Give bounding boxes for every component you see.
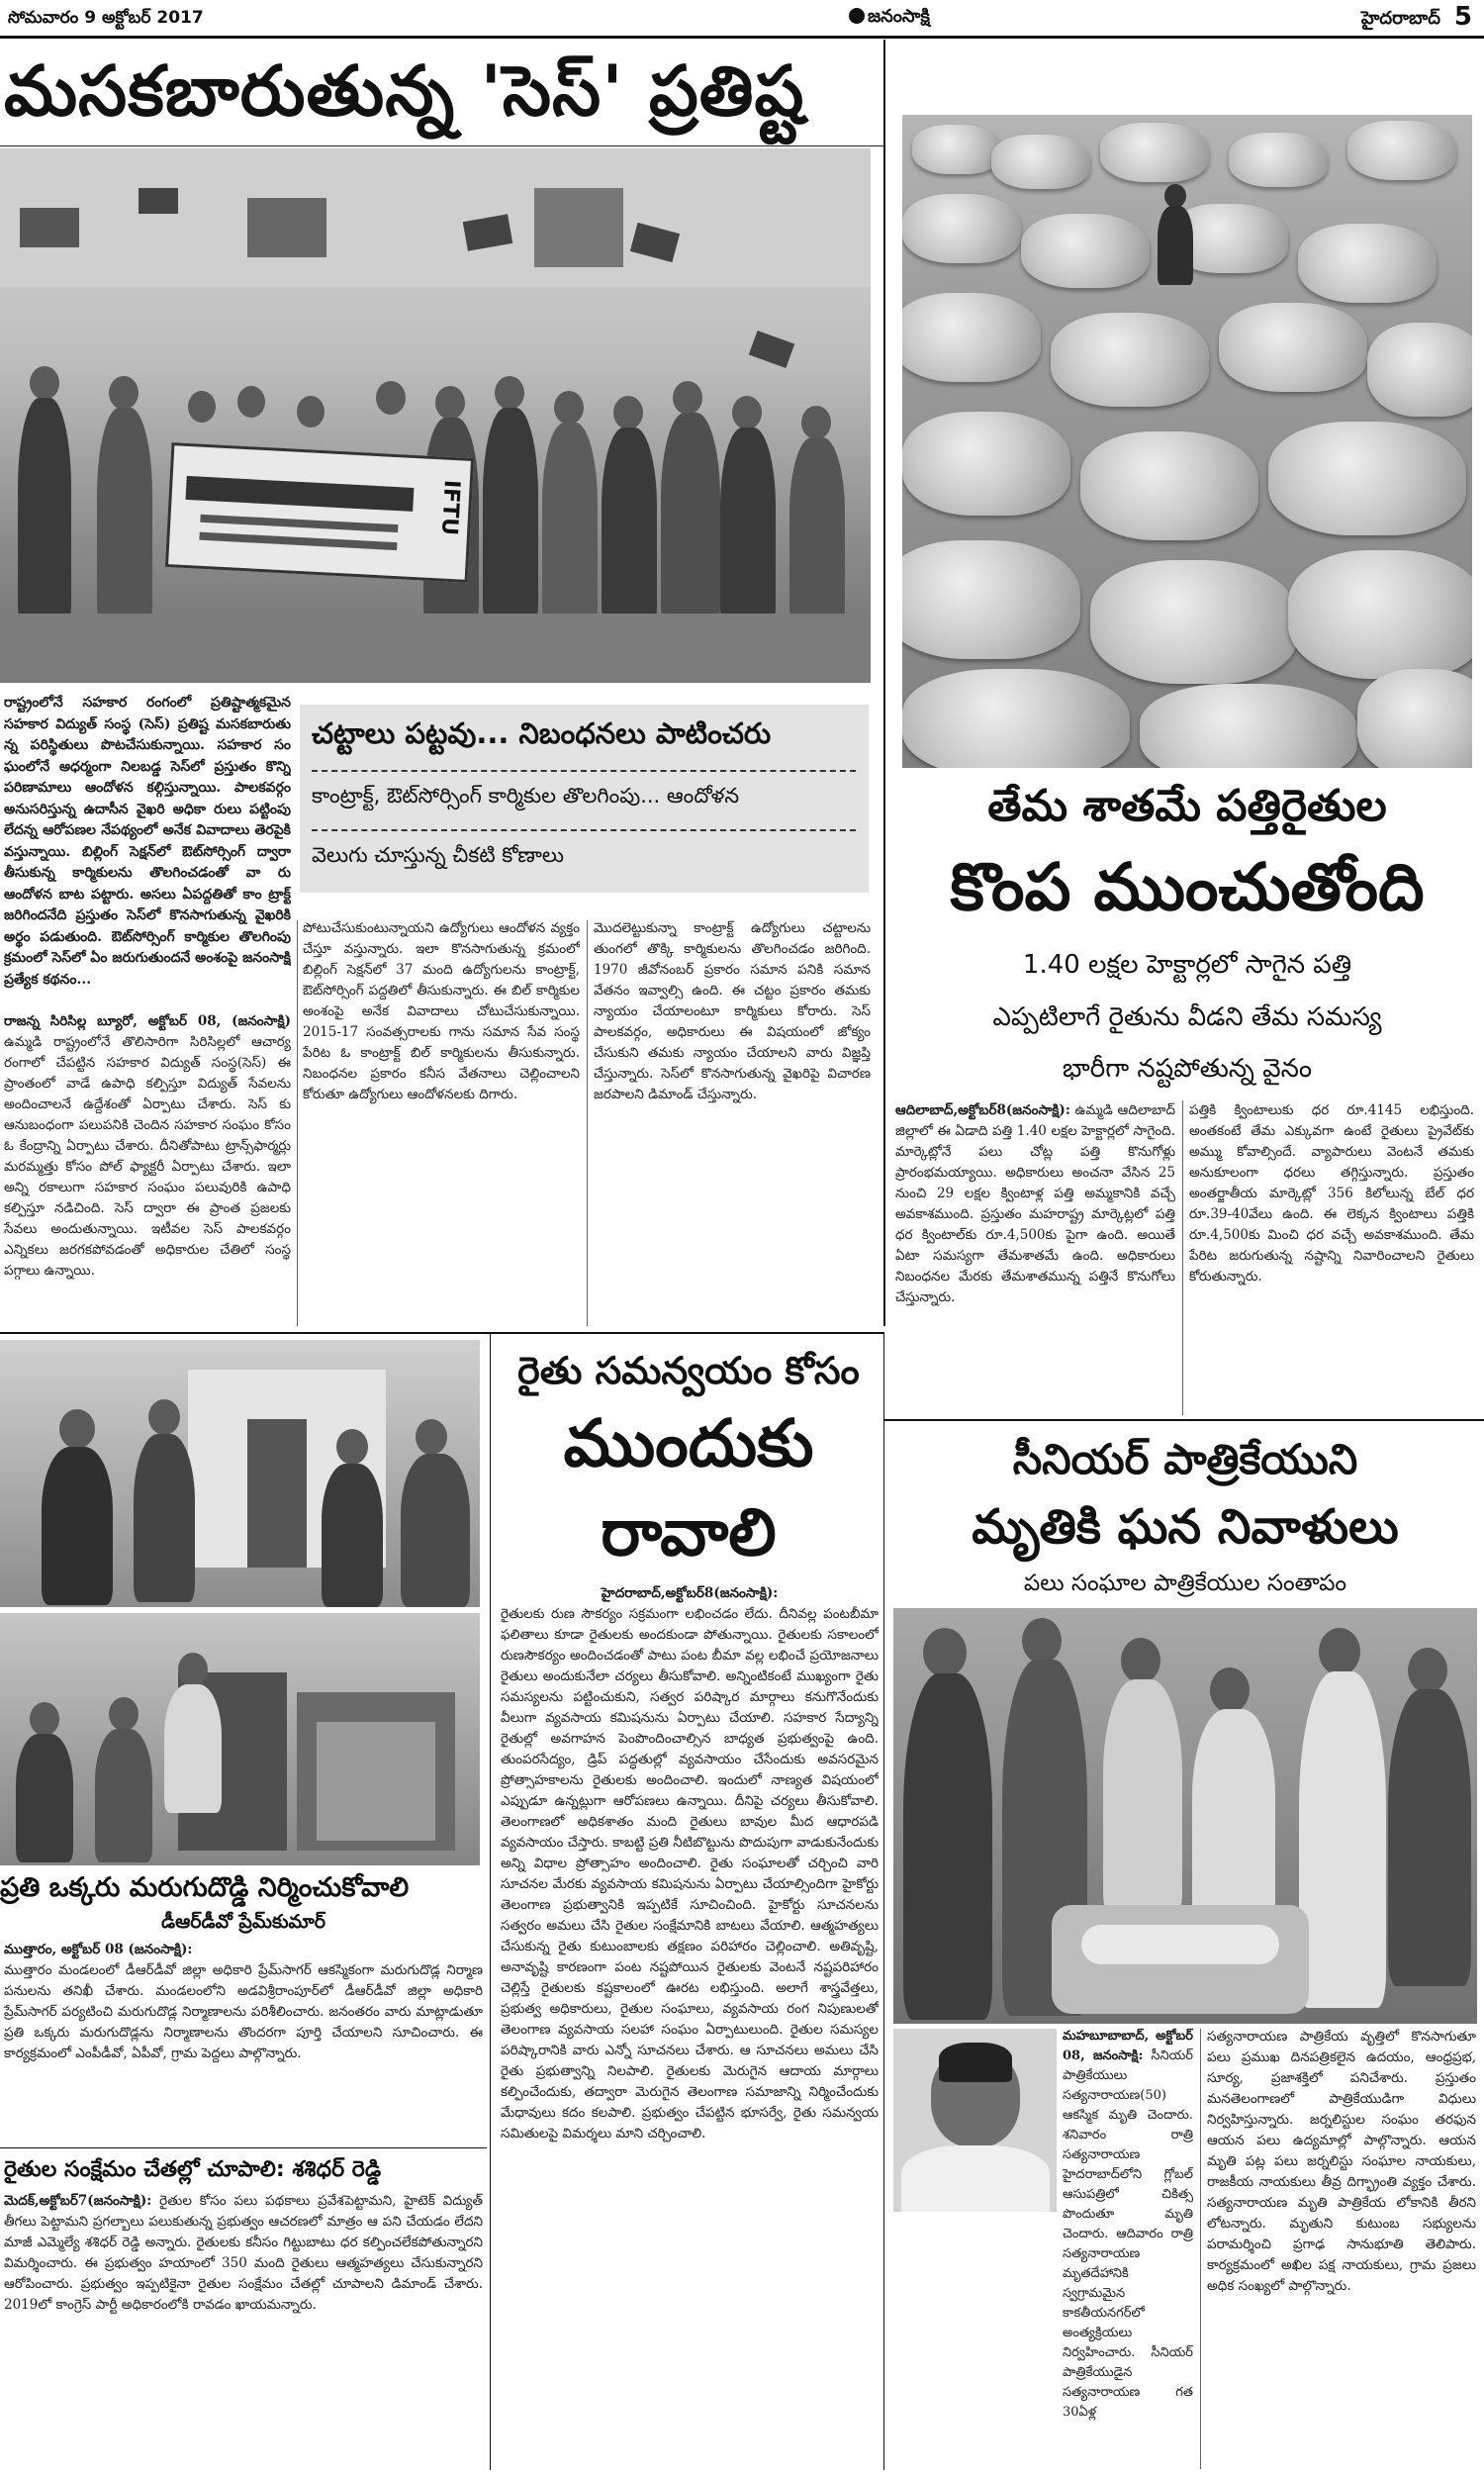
flag-icon (139, 188, 178, 214)
welfare-headline: రైతుల సంక్షేమం చేతల్లో చూపాలి: శశిధర్ రెడ్డి (4, 2157, 382, 2182)
journalist-body: సత్యనారాయణ పాత్రికేయ వృత్తిలో కొనసాగుతూ పలు ప్రముఖ దినపత్రికలైన ఉదయం, ఆంధ్రప్రభ, సూర్య, ప్రజాశక్తిలో పనిచేశారు. ప్రస్తుతం మనతెలంగాణలో పాత్రికేయుడిగా విధులు నిర్వహిస్తున్నారు. జర్నలిస్టుల సంఘం తరఫున ఆయన పలు ఉద్యమాల్లో పాల్గొన్నారు. ఆయన మృతి పట్ల పలు జర్నలిస్టు సంఘాల నాయకులు, రాజకీయ నాయకులు తీవ్ర దిగ్భ్రాంతి వ్యక్తం చేశారు. సత్యనారాయణ మృతి పాత్రికేయ లోకానికి తీరని లోటన్నారు. మృతుని కుటుంబ సభ్యులను పరామర్శించి ప్రగాఢ సానుభూతి తెలిపారు. కార్యక్రమంలో అఖిల పక్ష నాయకులు, గ్రామ ప్రజలు అధిక సంఖ్యలో పాల్గొన్నారు. (1207, 2029, 1476, 2294)
header-date: సోమవారం 9 అక్టోబర్ 2017 (8, 8, 204, 28)
farmers-body (501, 1583, 879, 2469)
subhead-line2: వెలుగు చూస్తున్న చీకటి కోణాలు (312, 843, 565, 867)
section-rule (0, 1332, 884, 1334)
protest-photo (0, 148, 871, 683)
journalist-caption-text: సీనియర్ పాత్రికేయులు సత్యనారాయణ(50) ఆకస్మిక మృతి చెందారు. శనివారం రాత్రి సత్యనారాయణ హైదరాబాద్‌లోని గ్లోబల్ ఆసుపత్రిలో చికిత్స పొందుతూ మృతి చెందారు. ఆదివారం రాత్రి సత్యనారాయణ మృతదేహానికి స్వగ్రామమైన కాకతీయనగర్‌లో అంత్యక్రియలు నిర్వహించారు. సీనియర్ పాత్రికేయుడైన సత్యనారాయణ గత 30ఏళ్ల (1063, 2048, 1193, 2420)
protest-banner (165, 442, 474, 583)
lead-col1-text: ఉమ్మడి రాష్ట్రంలోనే తొలిసారిగా సిరిసిల్లలో ఆచార్య రంగాలో చేపట్టిన సహకార విద్యుత్ సంస్థ(సెస్) ఈ ప్రాంతంలో వాడే ఉపాధి కల్పిస్తూ విద్యుత్ సేవలను అందించాలనే ఉద్దేశంతో ఏర్పాటు చేశారు. సెస్‌ కు ఆనుబంధంగా పలుపనికి చెందిన సహకార సంఘం కోసం ఓ కేంద్రాన్ని ఏర్పాటు చేశారు. దీనితోపాటు ట్రాన్స్‌ఫార్మర్లు మరమ్మత్తు కోసం పోల్ ఫ్యాక్టరీ ఏర్పాటు చేశారు. ఇలా అన్ని రకాలుగా సహకార సంఘం పలువురికి ఉపాధి కల్పిస్తూ నడిచింది. సెస్ ద్వారా ఈ ప్రాంత ప్రజలకు సేవలు అందుతున్నాయి. ఇటీవల సెస్ పాలకవర్గం ఎన్నికలు జరగకపోవడంతో అధికారుల చేతిలో సంస్థ పగ్గాలు ఉన్నాయి. (4, 1034, 291, 1279)
lead-col-2: పోటుచేసుకుంటున్నాయని ఉద్యోగులు ఆందోళన వ్యక్తం చేస్తూ వస్తున్నారు. ఇలా కొనసాగుతున్న క్రమంలో బిల్లింగ్ సెక్షన్‌లో 37 మంది ఉద్యోగులను కాంట్రాక్ట్, ఔట్‌సోర్సింగ్ పద్దతిలో తీసుకున్నారు. ఈ బిల్ కార్మికుల అంశంపై అనేక వివాదాలు చోటుచేసుకున్నాయి. 2015-17 సంవత్సరాలకు గాను సమాన సేవ సంస్థ పేరిట ఓ కాంట్రాక్ట్ బిల్ కార్మికులను తీసుకున్నారు. నిబంధనల ప్రకారం కనీస వేతనాలు చెల్లించాలని కోరుతూ ఉద్యోగులు ఆందోళనలకు దిగారు. (303, 920, 580, 1102)
journalist-caption-col (1063, 2027, 1193, 2468)
journalist-headline-2: మృతికి ఘన నివాళులు (972, 1499, 1399, 1555)
masthead-logo (849, 6, 930, 31)
funeral-photo (893, 1608, 1477, 2024)
toilet-photo-1 (0, 1340, 480, 1607)
farmers-headline-2: ముందుకు (563, 1405, 814, 1481)
lead-headline: మసకబారుతున్న 'సెస్' ప్రతిష్ట (4, 50, 805, 132)
farmers-headline-3: రావాలి (601, 1494, 777, 1571)
toilet-body-text: ముత్తారం మండలంలో డీఆర్‌డీవో జిల్లా అధికారి ప్రేమ్‌సాగర్ ఆకస్మికంగా మరుగుదొడ్ల నిర్మాణ పనులను తనిఖీ చేశారు. మండలంలోని అడవిశ్రీరాంపూర్‌లో డీఆర్‌డీవో జిల్లా అధికారి ప్రేమ్‌సాగర్ పర్యటించి మరుగుదొడ్ల నిర్మాణాలను పరిశీలించారు. జనంతరం వారు మాట్లాడుతూ ప్రతి ఒక్కరు మరుగుదొడ్లను నిర్మాణాలను తొందరగా పూర్తి చేయాలని సూచించారు. ఈ కార్యక్రమంలో ఎంపీడీవో, ఏపీవో, గ్రామ పెద్దలు పాల్గొన్నారు. (4, 1962, 483, 2061)
journalist-dateline: మహబూబాబాద్, అక్టోబర్ 08, జనంసాక్షి: (1063, 2029, 1193, 2063)
main-vertical-divider (883, 40, 885, 1326)
lead-col-1 (4, 1011, 291, 1326)
journalist-headline-1: సీనియర్ పాత్రికేయుని (1012, 1435, 1358, 1483)
cotton-dateline: ఆదిలాబాద్,అక్టోబర్8(జనంసాక్షి): (895, 1102, 1070, 1118)
welfare-body (4, 2191, 483, 2468)
column-divider (587, 920, 588, 1326)
cotton-sub-2: ఎప్పటిలాగే రైతును వీడని తేమ సమస్య (992, 1002, 1382, 1032)
cotton-headline-2: కొంప ముంచుతోంది (950, 849, 1425, 925)
section-rule (0, 2147, 487, 2148)
toilet-byline: డీఆర్‌డీవో ప్రేమ్‌కుమార్ (161, 1911, 325, 1933)
toilet-body (4, 1940, 483, 2138)
toilet-headline: ప్రతి ఒక్కరు మరుగుదొడ్డి నిర్మించుకోవాలి (0, 1872, 410, 1903)
lead-subhead-box (300, 705, 869, 893)
cotton-photo (902, 115, 1472, 768)
lead-dateline: రాజన్న సిరిసిల్ల బ్యూరో, అక్టోబర్ 08, (జనంసాక్షి) (4, 1013, 291, 1029)
welfare-dateline: మెదక్,అక్టోబర్7(జనంసాక్షి): (4, 2193, 152, 2209)
welfare-body-text: రైతుల కోసం పలు పథకాలు ప్రవేశపెట్టామని, హైటెక్ విద్యుత్ తీగలు పెట్టామని ప్రగల్బాలు పలుకుతున్న ప్రభుత్వం ఆచరణలో మాత్రం ఆ పని చేయడం లేదని మాజీ ఎమ్మెల్యే శశిధర్ రెడ్డి అన్నారు. రైతులకు కనీసం గిట్టుబాటు ధర కల్పించలేకపోతున్నారని విమర్శించారు. ఈ ప్రభుత్వం హయాంలో 350 మంది రైతులు ఆత్మహత్యలు చేసుకున్నారని ఆరోపించారు. ప్రభుత్వం ఇప్పటికైనా రైతుల సంక్షేమం చేతల్లో చూపాలని డిమాండ్ చేశారు. 2019లో కాంగ్రెస్ పార్టీ అధికారంలోకి రావడం ఖాయమన్నారు. (4, 2193, 483, 2313)
flag-icon (749, 331, 794, 368)
journalist-subhead: పలు సంఘాల పాత్రికేయుల సంతాపం (1023, 1571, 1347, 1596)
subhead-line1: కాంట్రాక్ట్, ఔట్‌సోర్సింగ్ కార్మికుల తొలగింపు... ఆందోళన (312, 784, 740, 808)
lead-col-3: మొదలెట్టుకున్నా కాంట్రాక్ట్ ఉద్యోగులు చట్టాలను తుంగలో తొక్కి కార్మికులను తొలగించడం జరిగింది. 1970 జీవోనంబర్ ప్రకారం సమాన పనికి సమాన వేతనం ఇవ్వాల్సి ఉంది. ఈ చట్టం ప్రకారం తమకు న్యాయం చేయాలంటూ కార్మికులు కోరారు. సెస్ పాలకవర్గం, అధికారులు ఈ విషయంలో జోక్యం చేసుకుని తమకు న్యాయం చేయాలని వారు విజ్ఞప్తి చేస్తున్నారు. సెస్‌లో కొనసాగుతున్న వైఖరిపై విచారణ జరపాలని డిమాండ్ చేస్తున్నారు. (594, 920, 871, 1102)
header-city: హైదరాబాద్ (1360, 8, 1440, 29)
farmers-body-text: రైతులకు రుణ సౌకర్యం సక్రమంగా లభించడం లేదు. దీనివల్ల పంటబీమా ఫలితాలు కూడా రైతులకు అందకుండా పోతున్నాయి. రైతులకు సకాలంలో రుణసౌకర్యం అందించడంతో పాటు పంట బీమా వల్ల లభించే ప్రయోజనాలు రైతులు అందుకునేలా చర్యలు తీసుకోవాలి. అన్నింటికంటే ముఖ్యంగా రైతు సమస్యలను పట్టించుకుని, సత్వర పరిష్కార మార్గాలు కనుగొనేందుకు వీలుగా వ్యవసాయ కమిషనును ఏర్పాటు చేయాలి. సహకార సేద్యాన్ని రైతుల్లో అవగాహన పెంపొందించాల్సిన బాధ్యత ప్రభుత్వంపై ఉంది. తుంపరసేద్యం, డ్రిప్ పద్ధతుల్లో వ్యవసాయం చేసేందుకు అవసరమైన ప్రోత్సాహకాలను రైతులకు అందించాలి. ఇందులో నాణ్యత విషయంలో ఎప్పుడూ ఉన్నట్లుగా ఆరోపణలు ఉన్నాయి. దీనిపై చర్యలు తీసుకోవాలి. తెలంగాణలో అధికశాతం మంది రైతులు బావుల మీద ఆధారపడి వ్యవసాయం చేస్తారు. కాబట్టి ప్రతి నీటిబొట్టును పొదుపుగా వాడుకునేందుకు అన్ని విధాల ప్రోత్సాహం అందించాలి. రైతు సంఘాలతో చర్చించి వారి సూచనల మేరకు వ్యవసాయ కమిషనును ఏర్పాటు చేయాల్సిందిగా హైకోర్టు తెలంగాణ ప్రభుత్వానికి ఇప్పటికే సూచించింది. హైకోర్టు సూచనలను సత్వరం అమలు చేసి రైతుల సంక్షేమానికి బాటలు వేయాలి. ఆత్మహత్యలు చేసుకున్న రైతు కుటుంబాలకు తక్షణం పరిహారం చెల్లించాలి. అతివృష్టి, అనావృష్టి కారణంగా పంట నష్టపోయిన రైతులకు వెంటనే నష్టపరిహారం చెల్లిస్తే రైతులకు కష్టకాలంలో ఊరట లభిస్తుంది. అలాగే శాస్త్రవేత్తలు, ప్రభుత్వ అధికారులు, రైతుల సంఘాలు, వ్యవసాయ రంగ నిపుణులతో తెలంగాణ వ్యవసాయ సలహా సంఘం ఏర్పాటులుంది. రైతుల సమస్యల పరిష్కారానికి వారు ఎన్నో సూచనలు చేశారు. ఆ సూచనలు అమలు చేసి రైతు ప్రభుత్వాన్ని నిలపాలి. రైతులకు మెరుగైన ఆదాయ మార్గాలు కల్పించేందుకు, తద్వారా మెరుగైన తెలంగాణ సమాజాన్ని నిర్మించేందుకు మేధావులు కదం కలపాలి. ప్రభుత్వం చేపట్టిన భూసర్వే, రైతు సమన్వయ సమితులపై విమర్శలు మాని చర్చించాలి. (501, 1606, 879, 2142)
toilet-photo-2 (0, 1613, 480, 1865)
column-divider (490, 1332, 491, 2470)
column-divider (297, 920, 298, 1326)
toilet-dateline: ముత్తారం, అక్టోబర్ 08 (జనంసాక్షి): (4, 1942, 193, 1957)
cotton-headline-1: తేమ శాతమే పత్తిరైతుల (987, 781, 1387, 831)
subhead-title: చట్టాలు పట్టవు... నిబంధనలు పాటించరు (312, 716, 772, 750)
banner-iftu-text: IFTU (435, 479, 464, 536)
masthead-icon (849, 8, 865, 24)
column-divider (883, 1332, 884, 2470)
section-rule (884, 1419, 1484, 1421)
lead-intro: రాష్ట్రంలోనే సహకార రంగంలో ప్రతిష్టాత్మకమైన సహకార విద్యుత్ సంస్థ (సెస్) ప్రతిష్ట మసకబారుతు న్న పరిస్థితులు పొటచేసుకున్నాయి. సహకార సం ఘంలోనే అధర్మంగా నిలబడ్డ సెస్‌లో ప్రస్తుతం కొన్ని పరిణామాలు ఆందోళన కల్గిస్తున్నాయి. పాలకవర్గం అనుసరిస్తున్న ఉదాసీన వైఖరి అధికా రులు పట్టింపు లేదన్న ఆరోపణల నేపథ్యంలో అనేక వివాదాలు తెరపైకి వస్తున్నాయి. బిల్లింగ్ సెక్షన్‌లో ఔట్‌సోర్సింగ్ ద్వారా తీసుకున్న కార్మికులను తొలగించడంతో వా రు ఆందోళన బాట పట్టారు. అసలు ఏపద్దతితో కాం ట్రాక్ట్ జరిగిందనేది ప్రస్తుతం సెస్‌లో కొనసాగుతున్న వైఖరికి అర్థం పడుతుంది. ఔట్‌సోర్సింగ్ కార్మికుల తొలగింపు క్రమంలో సెస్‌లో ఏం జరుగుతుందనే అంశంపై జనంసాక్షి ప్రత్యేక కథనం... (4, 695, 291, 988)
header-rule (0, 36, 1484, 39)
page-number: 5 (1453, 2, 1472, 32)
cotton-col-1 (895, 1100, 1175, 1415)
lead-headline-rule (0, 145, 884, 146)
farmers-dateline: హైదరాబాద్,అక్టోబర్8(జనంసాక్షి): (601, 1585, 779, 1601)
column-divider (1200, 2029, 1201, 2469)
masthead-text: జనంసాక్షి (868, 6, 930, 27)
page-header (8, 4, 1476, 34)
journalist-portrait (893, 2029, 1057, 2212)
cotton-sub-3: భారీగా నష్టపోతున్న వైనం (1062, 1054, 1313, 1084)
column-divider (1182, 1100, 1183, 1415)
farmers-headline-1: రైతు సమన్వయం కోసం (517, 1349, 860, 1392)
cotton-sub-1: 1.40 లక్షల హెక్టార్లలో సాగైన పత్తి (1022, 950, 1352, 980)
cotton-col1-text: ఉమ్మడి ఆదిలాబాద్ జిల్లాలో ఈ ఏడాది పత్తి 1.40 లక్షల హెక్టార్లలో సాగైంది. మార్కెట్లోనే పలు చోట్ల పత్తి కొనుగోళ్లు ప్రారంభమయ్యాయి. అధికారులు అంచనా వేసిన 25 నుంచి 29 లక్షల క్వింటాళ్ల పత్తి అమ్మకానికి వచ్చే అవకాశముంది. ప్రస్తుతం మహరాష్ట్ర మార్కెట్లలో పత్తి ధర క్వింటాల్‌కు రూ.4,500కు పైగా ఉంది. అయితే ఏటా సమస్యగా తేమశాతమే ఉంది. అధికారులు నిబంధనల మేరకు తేమశాతమున్న పత్తినే కొనుగోలు చేస్తున్నారు. (895, 1102, 1175, 1305)
cotton-col-2: పత్తికి క్వింటాలుకు ధర రూ.4145 లభిస్తుంది. అంతకంటే తేమ ఎక్కువగా ఉంటే రైతులు ప్రైవేట్‌కు అమ్ము కోవాల్సిందే. వ్యాపారులు వెంటనే తమకు అనుకూలంగా ధరలు తగ్గిస్తున్నారు. ప్రస్తుతం అంతర్జాతీయ మార్కెట్లో 356 కిలోలున్న బేల్ ధర రూ.39-40వేలు ఉంది. ఈ లెక్కన క్వింటాలు పత్తికి రూ.4,500కు మించి ధర వచ్చే అవకాశముంది. తేమ పేరిట జరుగుతున్న నష్టాన్ని నివారించాలని రైతులు కోరుతున్నారు. (1189, 1102, 1474, 1285)
